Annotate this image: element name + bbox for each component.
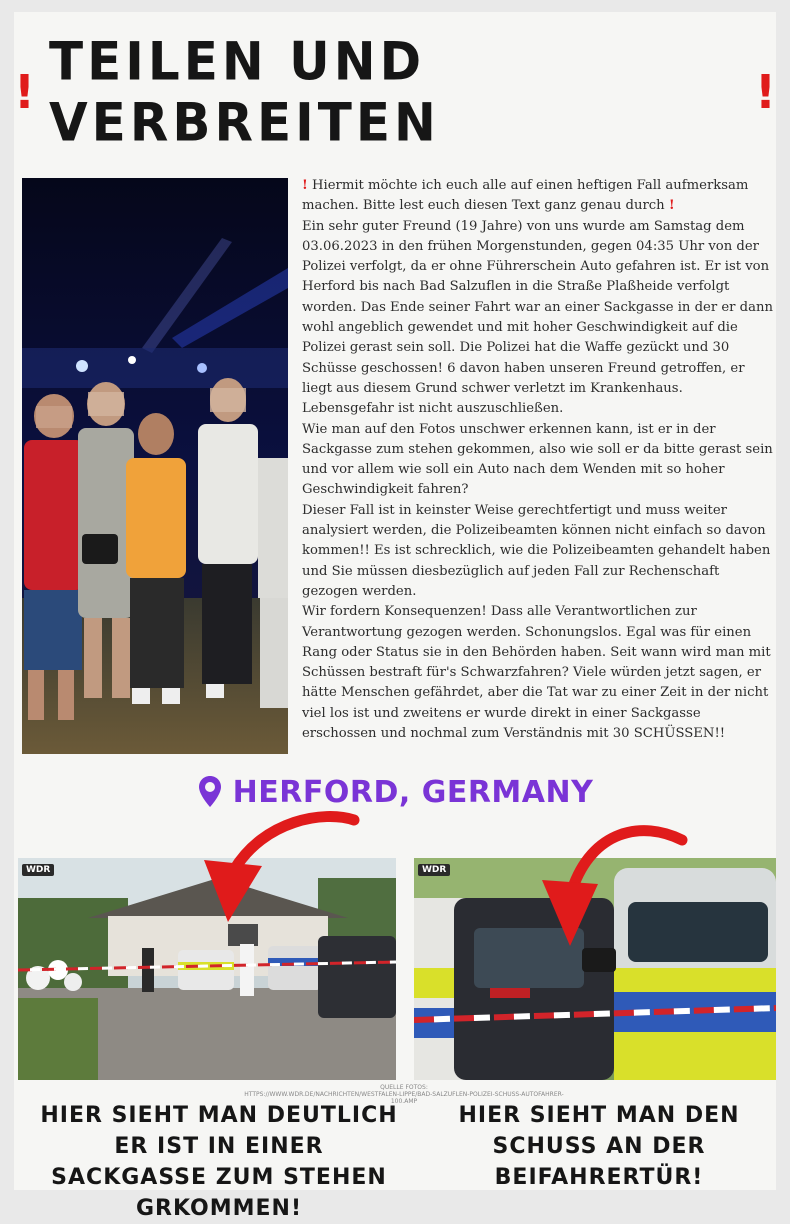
story-text	[302, 176, 774, 776]
flyer	[14, 12, 776, 1221]
headline	[14, 31, 776, 153]
location-label	[14, 770, 776, 814]
location-text: HERFORD, GERMANY	[232, 774, 594, 810]
group-photo-icon	[22, 178, 288, 754]
story-paragraph: Ein sehr guter Freund (19 Jahre) von uns wurde am Samstag dem 03.06.2023 in den frühen Morgenstunden, gegen 04:35 Uhr von der Polizei verfolgt, da er ohne Führerschein Auto gefahren ist. Er ist von Herford bis nach Bad Salzuflen in die Straße Plaßheide verfolgt worden. Das Ende seiner Fahrt war an einer Sackgasse in der er dann wohl angeblich gewendet und mit hoher Geschwindigkeit auf die Polizei gerast sein soll. Die Polizei hat die Waffe gezückt und 30 Schüsse geschossen! 6 davon haben unseren Freund getroffen, er liegt aus diesem Grund schwer verletzt im Krankenhaus. Lebensgefahr ist nicht auszuschließen.	[302, 218, 773, 417]
story-paragraph: Dieser Fall ist in keinster Weise gerechtfertigt und muss weiter analysiert werden, die Polizeibeamten können nicht einfach so davon kommen!! Es ist schrecklich, wie die Polizeibeamten gehandelt haben und Sie müssen diesbezüglich auf jeden Fall zur Rechenschaft gezogen werden.	[302, 502, 771, 599]
wdr-watermark: WDR	[418, 864, 450, 876]
photo-source: QUELLE FOTOS: HTTPS://WWW.WDR.DE/NACHRICHTEN/WESTFALEN-LIPPE/BAD-SALZUFLEN-POLIZEI-SCHUSS-AUTOFAHRER-100.AMP	[244, 1084, 564, 1105]
page-title: TEILEN UND VERBREITEN	[48, 31, 440, 153]
location-pin-icon	[197, 775, 223, 809]
exclamation-icon: !	[668, 198, 675, 214]
story-paragraph: ! Hiermit möchte ich euch alle auf einen heftigen Fall aufmerksam machen. Bitte lest euch diesen Text ganz genau durch !	[302, 178, 749, 214]
story-paragraph: Wir fordern Konsequenzen! Dass alle Verantwortlichen zur Verantwortung gezogen werden. Schonungslos. Egal was für einen Rang oder Status sie in den Behörden haben. Seit wann wird man mit Schüssen bestraft für's Schwarzfahren? Viele würden jetzt sagen, er hätte Menschen gefährdet, aber die Tat war zu einer Zeit in der nicht viel los ist und zweitens er wurde direkt in einer Sackgasse erschossen und nochmal zum Verständnis mit 30 SCHÜSSEN!!	[302, 604, 771, 742]
exclamation-icon: !	[755, 65, 776, 119]
red-arrow-icon	[512, 820, 702, 960]
caption-left: HIER SIEHT MAN DEUTLICH ER IST IN EINER SACKGASSE ZUM STEHEN GRKOMMEN!	[40, 1103, 398, 1221]
exclamation-icon: !	[302, 178, 308, 193]
story-paragraph: Wie man auf den Fotos unschwer erkennen kann, ist er in der Sackgasse zum stehen gekommen, also wie soll er da bitte gerast sein und vor allem wie soll ein Auto nach dem Wenden mit so hoher Geschwindigkeit fahren?	[302, 421, 773, 498]
red-arrow-icon	[184, 810, 384, 940]
wdr-watermark: WDR	[22, 864, 54, 876]
exclamation-icon: !	[14, 65, 35, 119]
group-photo	[22, 178, 288, 754]
caption-right: HIER SIEHT MAN DEN SCHUSS AN DER BEIFAHRERTÜR!	[458, 1103, 740, 1190]
